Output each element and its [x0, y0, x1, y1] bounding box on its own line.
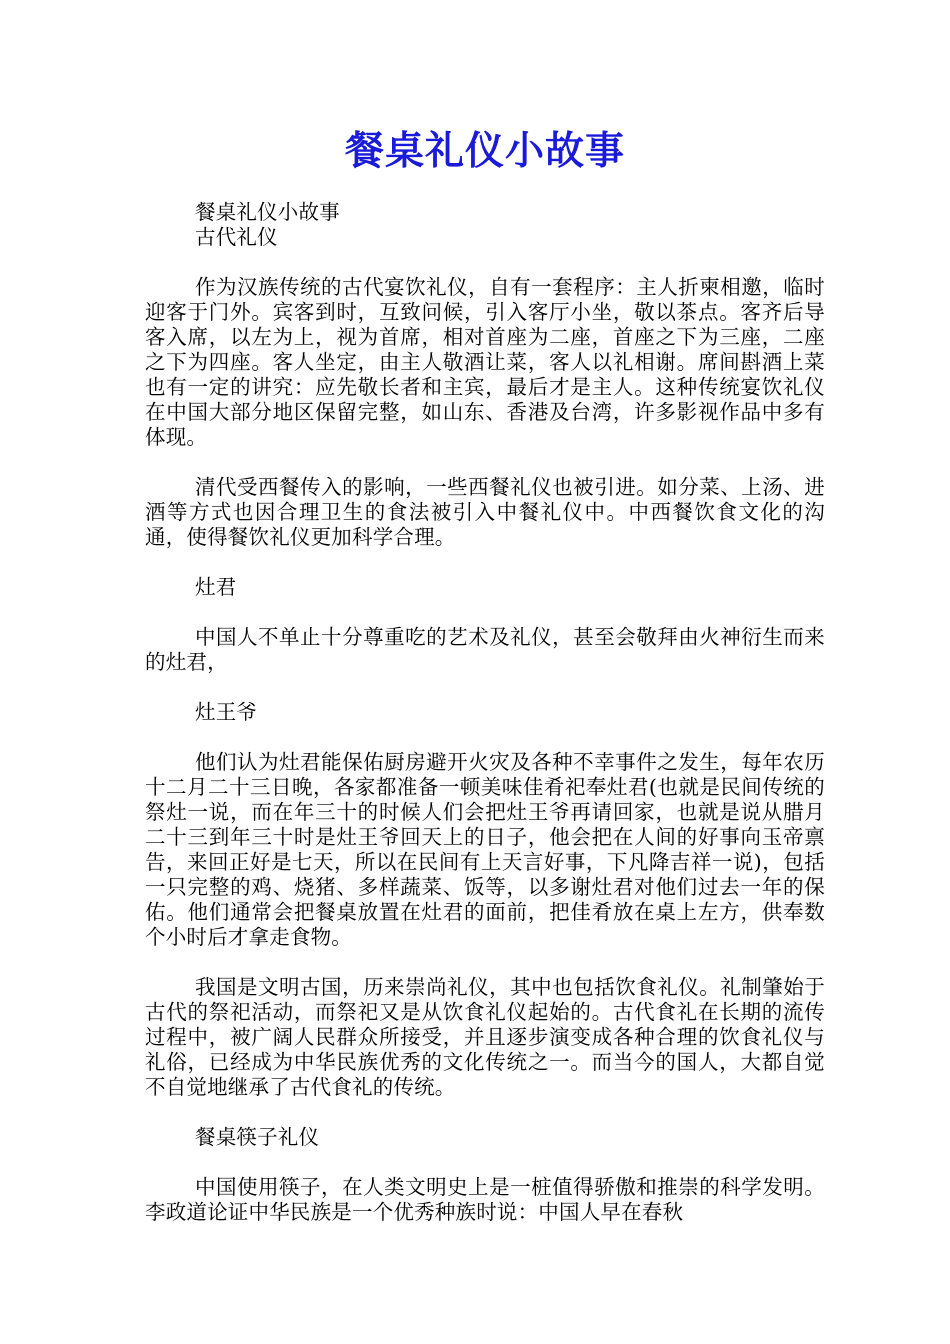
paragraph-subtitle: 餐桌礼仪小故事 [195, 200, 340, 224]
document-title: 餐桌礼仪小故事 [344, 128, 625, 174]
paragraph-qing-dynasty: 清代受西餐传入的影响，一些西餐礼仪也被引进。如分菜、上汤、进酒等方式也因合理卫生的食法被引入中餐礼仪中。中西餐饮食文化的沟通，使得餐饮礼仪更加科学合理。 [145, 475, 825, 549]
section-heading-chopsticks: 餐桌筷子礼仪 [195, 1125, 320, 1149]
paragraph-kitchen-god-worship: 他们认为灶君能保佑厨房避开火灾及各种不幸事件之发生，每年农历十二月二十三日晚，各家都准备一顿美味佳肴祀奉灶君(也就是民间传统的祭灶一说，而在年三十的时候人们会把灶王爷再请回家，也就是说从腊月二十三到年三十时是灶王爷回天上的日子，他会把在人间的好事向玉帝禀告，来回正好是七天，所以在民间有上天言好事，下凡降吉祥一说)，包括一只完整的鸡、烧猪、多样蔬菜、饭等，以多谢灶君对他们过去一年的保佑。他们通常会把餐桌放置在灶君的面前，把佳肴放在桌上左方，供奉数个小时后才拿走食物。 [145, 750, 825, 949]
section-heading-zao-wang-ye: 灶王爷 [195, 700, 258, 724]
document-page [145, 126, 825, 1250]
paragraph-kitchen-god-intro: 中国人不单止十分尊重吃的艺术及礼仪，甚至会敬拜由火神衍生而来的灶君， [145, 625, 825, 674]
paragraph-ancient-banquet: 作为汉族传统的古代宴饮礼仪，自有一套程序：主人折柬相邀，临时迎客于门外。宾客到时，互致问候，引入客厅小坐，敬以茶点。客齐后导客入席，以左为上，视为首席，相对首座为二座，首座之下为三座，二座之下为四座。客人坐定，由主人敬酒让菜，客人以礼相谢。席间斟酒上菜也有一定的讲究：应先敬长者和主宾，最后才是主人。这种传统宴饮礼仪在中国大部分地区保留完整，如山东、香港及台湾，许多影视作品中多有体现。 [145, 275, 825, 449]
paragraph-chopsticks: 中国使用筷子，在人类文明史上是一桩值得骄傲和推崇的科学发明。李政道论证中华民族是一个优秀种族时说：中国人早在春秋 [145, 1175, 825, 1224]
paragraph-civilization-etiquette: 我国是文明古国，历来崇尚礼仪，其中也包括饮食礼仪。礼制肇始于古代的祭祀活动，而祭祀又是从饮食礼仪起始的。古代食礼在长期的流传过程中，被广阔人民群众所接受，并且逐步演变成各种合理的饮食礼仪与礼俗，已经成为中华民族优秀的文化传统之一。而当今的国人，大都自觉不自觉地继承了古代食礼的传统。 [145, 975, 825, 1099]
section-heading-kitchen-god: 灶君 [195, 575, 237, 599]
section-heading-ancient-etiquette: 古代礼仪 [195, 225, 278, 249]
